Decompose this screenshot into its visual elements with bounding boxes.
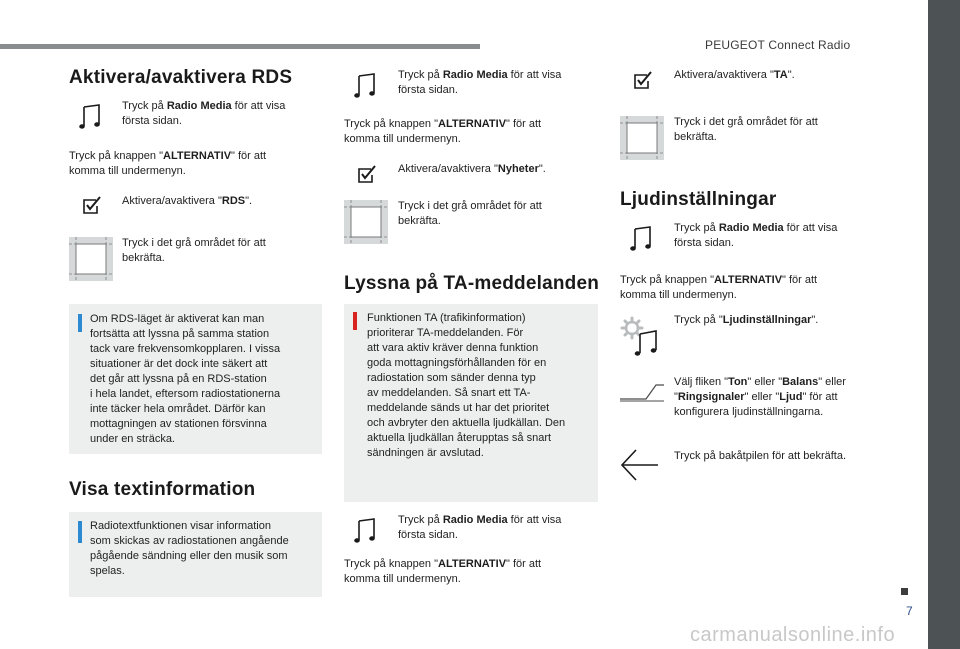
col2-step1: Tryck på Radio Media för att visa första sidan. [398,69,562,96]
info-text-rds: Om RDS-läget är aktiverat kan man fortsätta att lyssna på samma station tack vare frekvensomkopplaren. I vissa situationer är det dock inte säkert att det går att lyssna på en RDS-station i hela landet, eftersom radiostationerna inte täcker hela området. Därför kan mottagningen av stationen försvinna under en sträcka. [90,313,281,445]
touch-area-icon [344,200,388,244]
warning-icon [353,312,357,330]
checkbox-icon [632,70,654,90]
col2-step3: Aktivera/avaktivera "Nyheter". [398,163,546,175]
info-text-radiotext: Radiotextfunktionen visar information som skickas av radiostationen angående pågående sändning eller den musik som spelas. [90,520,289,577]
col2-step6: Tryck på knappen "ALTERNATIV" för att komma till undermenyn. [344,558,542,585]
col2-step2: Tryck på knappen "ALTERNATIV" för att komma till undermenyn. [344,118,542,145]
checkbox-icon [81,195,103,215]
col3-step5: Tryck på "Ljudinställningar". [674,314,819,326]
col3-step4: Tryck på knappen "ALTERNATIV" för att komma till undermenyn. [620,274,818,301]
heading-sound: Ljudinställningar [620,189,777,210]
col1-step2: Tryck på knappen "ALTERNATIV" för att komma till undermenyn. [69,150,267,177]
col1-step4: Tryck i det grå området för att bekräfta. [122,237,266,264]
col3-step1: Aktivera/avaktivera "TA". [674,69,795,81]
info-box-radiotext [69,512,322,597]
col1-step1: Tryck på Radio Media för att visa första sidan. [122,100,286,127]
heading-ta: Lyssna på TA-meddelanden [344,273,600,294]
heading-rds: Aktivera/avaktivera RDS [69,67,293,88]
col3-step7: Tryck på bakåtpilen för att bekräfta. [674,450,847,462]
col3-step3: Tryck på Radio Media för att visa första sidan. [674,222,838,249]
col3-step2: Tryck i det grå området för att bekräfta. [674,116,818,143]
col3-step6: Välj fliken "Ton" eller "Balans" eller "Ringsignaler" eller "Ljud" för att konfigurera ljudinställningarna. [674,376,846,418]
warning-text-ta: Funktionen TA (trafikinformation) prioriterar TA-meddelanden. För att vara aktiv kräver denna funktion goda mottagningsförhållanden för en radiostation som sänder denna typ av meddelanden. Så snart ett TA- meddelande sänds ut har det prioritet och avbryter den aktuella ljudkällan. Den aktuella ljudkällan återupptas så snart sändningen är avslutad. [367,312,566,459]
checkbox-icon [356,164,378,184]
touch-area-icon [620,116,664,160]
music-note-icon [354,518,376,544]
gear-music-icon [620,316,662,358]
end-marker [901,588,908,595]
info-icon [78,314,82,332]
tab-icon [620,382,664,402]
warning-box-ta [344,304,598,502]
col1-step3: Aktivera/avaktivera "RDS". [122,195,253,207]
header-title: PEUGEOT Connect Radio [705,38,851,52]
info-icon [78,521,82,543]
touch-area-icon [69,237,113,281]
header-rule [0,44,480,49]
page-number: 7 [906,604,913,618]
info-box-rds [69,304,322,454]
music-note-icon [79,104,101,130]
back-arrow-icon [620,447,660,483]
watermark: carmanualsonline.info [690,624,896,646]
col2-step5: Tryck på Radio Media för att visa första sidan. [398,514,562,541]
page-edge-band [928,0,960,649]
heading-textinfo: Visa textinformation [69,479,256,500]
music-note-icon [630,226,652,252]
music-note-icon [354,73,376,99]
col2-step4: Tryck i det grå området för att bekräfta. [398,200,542,227]
